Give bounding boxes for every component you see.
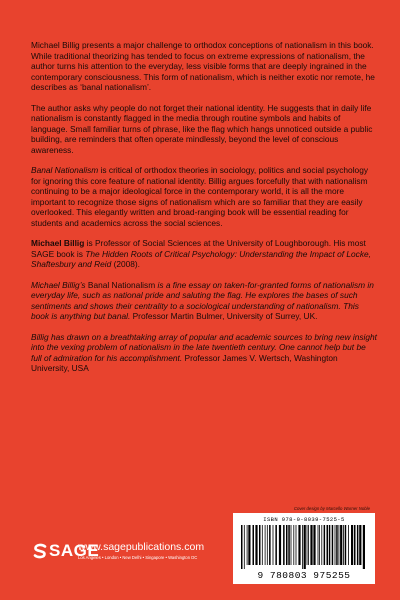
barcode-bar bbox=[339, 525, 340, 565]
barcode-bar bbox=[308, 525, 309, 565]
author-name: Michael Billig bbox=[31, 238, 85, 248]
barcode-bar bbox=[329, 525, 331, 565]
book-title: Banal Nationalism bbox=[31, 165, 99, 175]
isbn-barcode bbox=[233, 513, 375, 584]
barcode-bar bbox=[343, 525, 344, 565]
barcode-bar bbox=[336, 525, 338, 565]
barcode-bar bbox=[279, 525, 281, 565]
review-1-title: Banal Nationalism bbox=[85, 279, 156, 290]
author-previous-book: The Hidden Roots of Critical Psychology: Understanding the Impact of Locke, Shaftesbury and Reid bbox=[31, 248, 371, 269]
barcode-bar bbox=[267, 525, 268, 565]
author-bio-text: is Professor of Social Sciences at the University of Loughborough. His most SAGE book is bbox=[31, 238, 366, 259]
barcode-bar bbox=[348, 525, 349, 565]
barcode-bar bbox=[273, 525, 274, 565]
isbn-number: 9 780803 975255 bbox=[257, 570, 351, 581]
barcode-bar bbox=[248, 525, 250, 565]
review-1-quote: is a fine essay on taken-for-granted forms of nationalism in everyday life, such as national pride and saluting the flag. He explores the bases of such sentiments and shows their centrality to a sociological understanding of nationalism. This book is anything but banal. bbox=[31, 279, 374, 321]
review-1 bbox=[31, 280, 377, 322]
barcode-bar bbox=[304, 525, 306, 569]
blurb-paragraph-3 bbox=[31, 165, 377, 228]
barcode-bar bbox=[296, 525, 297, 565]
barcode-bar bbox=[319, 525, 320, 565]
barcode-bar bbox=[310, 525, 312, 565]
barcode-bars bbox=[239, 525, 369, 569]
barcode-bar bbox=[327, 525, 329, 565]
barcode-bar bbox=[332, 525, 334, 565]
barcode-bar bbox=[241, 525, 243, 569]
barcode-bar bbox=[244, 525, 245, 569]
blurb-paragraph-2: The author asks why people do not forget their national identity. He suggests that in daily life nationalism is constantly flagged in the media through routine symbols and habits of language. Small familiar turns of phrase, like the flag which hangs unnoticed outside a public building, are reminders that often operate mindlessly, beyond the level of conscious awareness. bbox=[31, 102, 373, 155]
barcode-bar bbox=[283, 525, 285, 565]
barcode-bar bbox=[313, 525, 315, 565]
barcode-bar bbox=[286, 525, 288, 565]
barcode-bar bbox=[357, 525, 359, 565]
review-2 bbox=[31, 332, 377, 374]
publisher-cities: Los Angeles • London • New Delhi • Singapore • Washington DC bbox=[78, 555, 198, 560]
cover-design-credit: Cover design by Marcello Warner Noble bbox=[293, 506, 370, 511]
barcode-bar bbox=[340, 525, 342, 565]
barcode-bar bbox=[293, 525, 294, 565]
author-bio bbox=[31, 238, 377, 270]
barcode-bar bbox=[298, 525, 300, 565]
blurb-paragraph-1: Michael Billig presents a major challenge to orthodox conceptions of nationalism in this book. While traditional theorizing has tended to focus on extreme expressions of nationalism, the author turns his attention to the everyday, less visible forms that are deeply ingrained in the contemporary consciousness. This form of nationalism, which is neither exotic nor remote, he describes as ‘banal nationalism’. bbox=[31, 40, 375, 92]
barcode-bar bbox=[275, 525, 277, 565]
sage-logo-text: SAGE bbox=[49, 541, 100, 560]
barcode-bar bbox=[307, 525, 308, 565]
barcode-bar bbox=[359, 525, 361, 565]
barcode-bar bbox=[247, 525, 248, 565]
barcode-bar bbox=[335, 525, 336, 565]
barcode-bar bbox=[288, 525, 290, 565]
barcode-bar bbox=[265, 525, 266, 565]
barcode-bar bbox=[269, 525, 271, 565]
review-2-quote: Billig has drawn on a breathtaking array of popular and academic sources to bring new insight into the vexing problem of nationalism in the late twentieth century. One cannot help but be full of admiration for his accomplishment. bbox=[31, 331, 378, 363]
review-2-attribution: Professor James V. Wertsch, Washington University, USA bbox=[31, 352, 338, 373]
barcode-bar bbox=[302, 525, 303, 569]
barcode-bar bbox=[345, 525, 347, 565]
barcode-bar bbox=[253, 525, 255, 565]
review-1-attribution: Professor Martin Bulmer, University of Surrey, UK. bbox=[130, 311, 318, 321]
cover-text bbox=[31, 40, 377, 384]
barcode-bar bbox=[321, 525, 322, 565]
barcode-bar bbox=[363, 525, 365, 569]
barcode-bar bbox=[351, 525, 353, 565]
publisher-url[interactable]: www.sagepublications.com bbox=[78, 541, 205, 553]
author-bio-year: (2008). bbox=[111, 259, 141, 269]
barcode-bar bbox=[262, 525, 263, 565]
sage-logo-icon bbox=[32, 543, 48, 559]
review-1-lead: Michael Billig’s bbox=[31, 279, 86, 290]
barcode-bar bbox=[255, 525, 257, 565]
barcode-bar bbox=[324, 525, 326, 565]
isbn-label: ISBN 978-0-8039-7525-5 bbox=[263, 516, 345, 523]
barcode-bar bbox=[259, 525, 261, 565]
barcode-bar bbox=[354, 525, 356, 565]
blurb-paragraph-3-text: is critical of orthodox theories in sociology, politics and social psychology for ignoring this core feature of national identity. Billig argues forcefully that with nationalism continuing to be a major ideological force in the contemporary world, it is all the more important to recognize those signs of nationalism which are so familiar that they are easily overlooked. This elegantly written and broad-ranging book will be essential reading for students and academics across the social sciences. bbox=[31, 165, 369, 228]
barcode-bar bbox=[318, 525, 319, 565]
barcode-bar bbox=[291, 525, 292, 565]
